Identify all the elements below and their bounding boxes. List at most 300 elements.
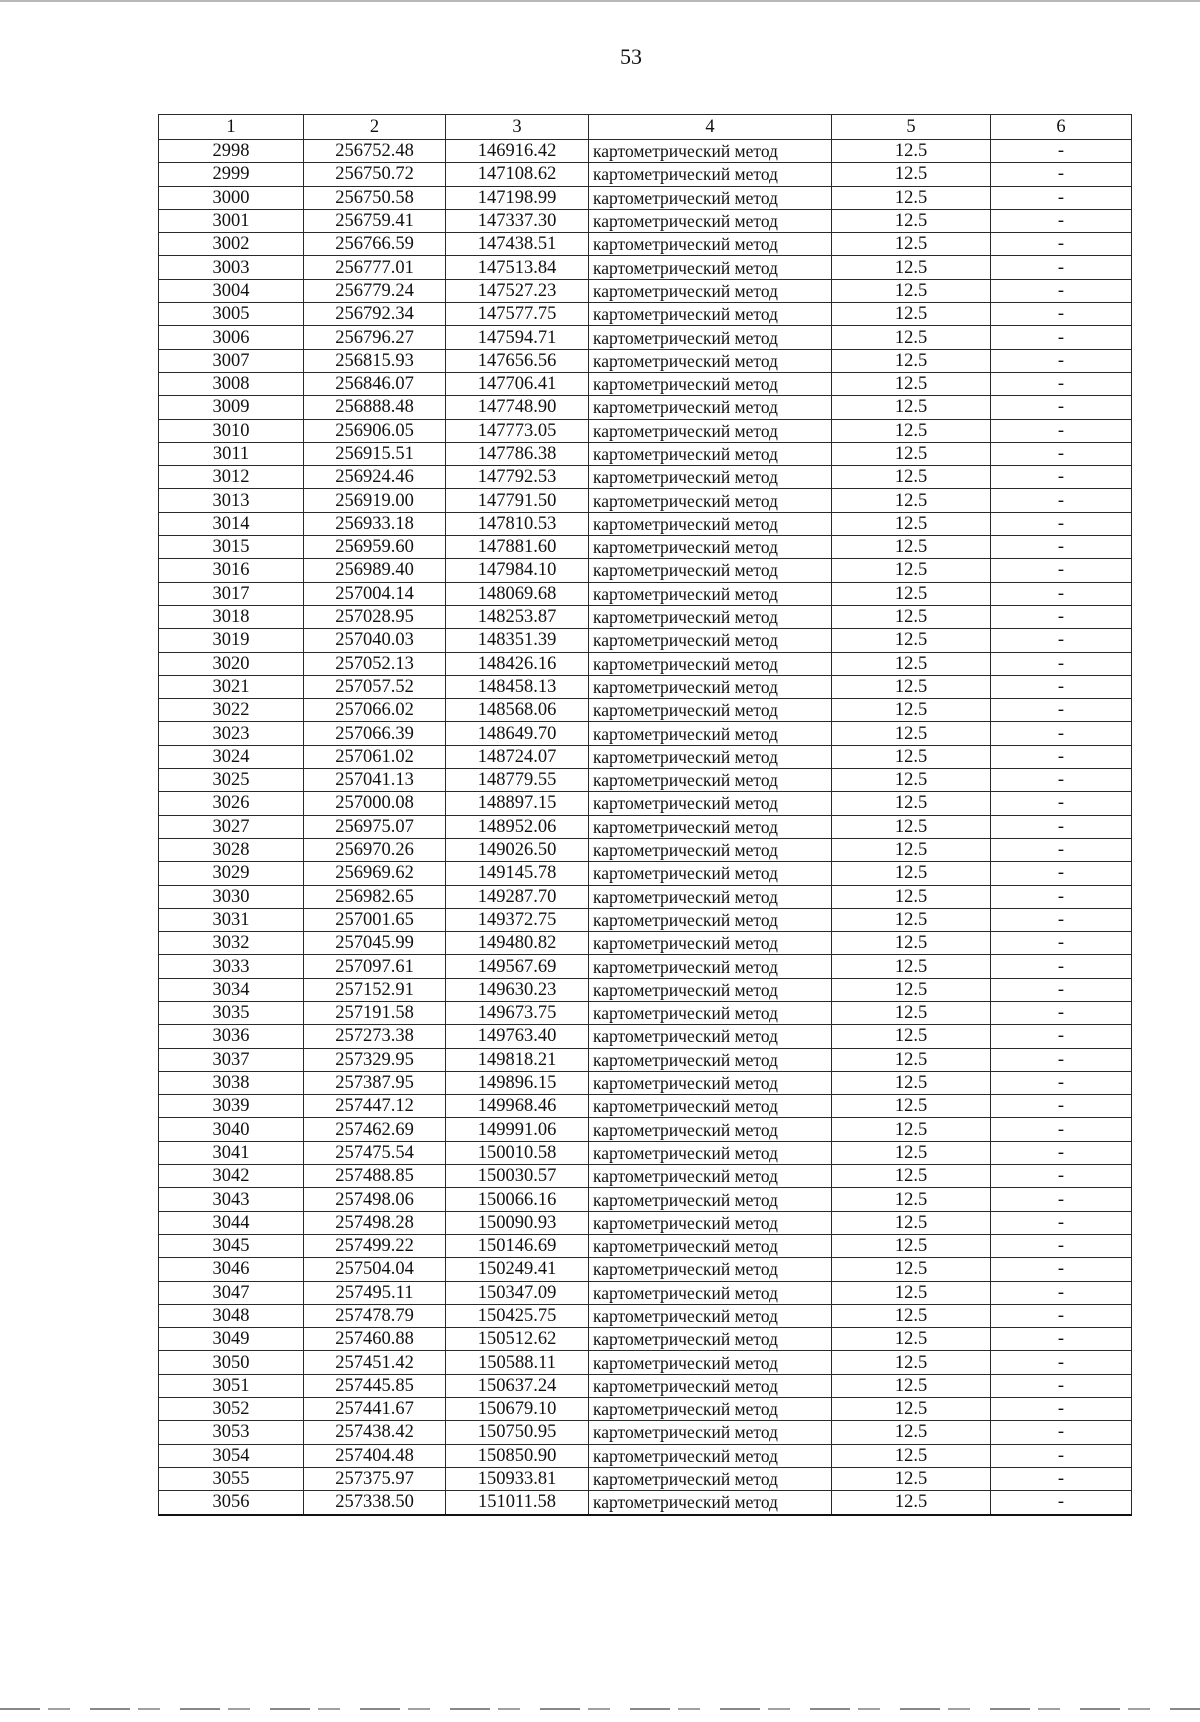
note-cell: - [991,140,1132,163]
y-coordinate-cell: 149145.78 [446,862,589,885]
note-cell: - [991,1048,1132,1071]
table-row [159,605,1132,628]
accuracy-cell: 12.5 [832,1234,991,1257]
accuracy-cell: 12.5 [832,1165,991,1188]
method-cell: картометрический метод [589,326,832,349]
page-number: 53 [620,44,642,69]
note-cell: - [991,1025,1132,1048]
note-cell: - [991,1398,1132,1421]
table-row [159,582,1132,605]
point-number-cell: 3053 [159,1421,304,1444]
note-cell: - [991,466,1132,489]
y-coordinate-cell: 148952.06 [446,815,589,838]
point-number-cell: 3003 [159,256,304,279]
table-row [159,1141,1132,1164]
point-number-cell: 3008 [159,372,304,395]
note-cell: - [991,1467,1132,1490]
method-cell: картометрический метод [589,536,832,559]
table-row [159,908,1132,931]
x-coordinate-cell: 256906.05 [304,419,446,442]
note-cell: - [991,1001,1132,1024]
table-row [159,349,1132,372]
table-row [159,1095,1132,1118]
y-coordinate-cell: 147881.60 [446,536,589,559]
y-coordinate-cell: 150146.69 [446,1234,589,1257]
table-row [159,442,1132,465]
accuracy-cell: 12.5 [832,745,991,768]
table-row [159,466,1132,489]
y-coordinate-cell: 148897.15 [446,792,589,815]
coordinates-table [158,114,1132,1516]
method-cell: картометрический метод [589,1071,832,1094]
y-coordinate-cell: 148253.87 [446,605,589,628]
method-cell: картометрический метод [589,1421,832,1444]
y-coordinate-cell: 150249.41 [446,1258,589,1281]
accuracy-cell: 12.5 [832,512,991,535]
note-cell: - [991,699,1132,722]
note-cell: - [991,233,1132,256]
point-number-cell: 3045 [159,1234,304,1257]
method-cell: картометрический метод [589,978,832,1001]
note-cell: - [991,1491,1132,1515]
note-cell: - [991,1188,1132,1211]
note-cell: - [991,1258,1132,1281]
table-row [159,372,1132,395]
table-row [159,792,1132,815]
accuracy-cell: 12.5 [832,1095,991,1118]
y-coordinate-cell: 148649.70 [446,722,589,745]
y-coordinate-cell: 149567.69 [446,955,589,978]
y-coordinate-cell: 148458.13 [446,675,589,698]
point-number-cell: 3025 [159,769,304,792]
accuracy-cell: 12.5 [832,1444,991,1467]
note-cell: - [991,1374,1132,1397]
table-row [159,769,1132,792]
accuracy-cell: 12.5 [832,233,991,256]
x-coordinate-cell: 257004.14 [304,582,446,605]
point-number-cell: 3044 [159,1211,304,1234]
accuracy-cell: 12.5 [832,209,991,232]
table-row [159,1328,1132,1351]
accuracy-cell: 12.5 [832,1258,991,1281]
method-cell: картометрический метод [589,1328,832,1351]
note-cell: - [991,1421,1132,1444]
accuracy-cell: 12.5 [832,1025,991,1048]
table-row [159,1025,1132,1048]
accuracy-cell: 12.5 [832,349,991,372]
x-coordinate-cell: 256766.59 [304,233,446,256]
table-row [159,932,1132,955]
table-row [159,209,1132,232]
method-cell: картометрический метод [589,1001,832,1024]
accuracy-cell: 12.5 [832,629,991,652]
table-row [159,186,1132,209]
note-cell: - [991,815,1132,838]
y-coordinate-cell: 147594.71 [446,326,589,349]
point-number-cell: 3018 [159,605,304,628]
point-number-cell: 3030 [159,885,304,908]
table-row [159,1304,1132,1327]
accuracy-cell: 12.5 [832,1421,991,1444]
accuracy-cell: 12.5 [832,163,991,186]
x-coordinate-cell: 257001.65 [304,908,446,931]
note-cell: - [991,559,1132,582]
point-number-cell: 3014 [159,512,304,535]
accuracy-cell: 12.5 [832,908,991,931]
accuracy-cell: 12.5 [832,419,991,442]
y-coordinate-cell: 150425.75 [446,1304,589,1327]
accuracy-cell: 12.5 [832,605,991,628]
y-coordinate-cell: 147198.99 [446,186,589,209]
method-cell: картометрический метод [589,1048,832,1071]
note-cell: - [991,908,1132,931]
accuracy-cell: 12.5 [832,1304,991,1327]
x-coordinate-cell: 256915.51 [304,442,446,465]
x-coordinate-cell: 256919.00 [304,489,446,512]
point-number-cell: 3052 [159,1398,304,1421]
point-number-cell: 2998 [159,140,304,163]
point-number-cell: 3021 [159,675,304,698]
x-coordinate-cell: 257504.04 [304,1258,446,1281]
accuracy-cell: 12.5 [832,442,991,465]
method-cell: картометрический метод [589,396,832,419]
y-coordinate-cell: 150750.95 [446,1421,589,1444]
accuracy-cell: 12.5 [832,1374,991,1397]
note-cell: - [991,582,1132,605]
x-coordinate-cell: 257498.28 [304,1211,446,1234]
x-coordinate-cell: 256779.24 [304,279,446,302]
method-cell: картометрический метод [589,1467,832,1490]
note-cell: - [991,1118,1132,1141]
y-coordinate-cell: 147337.30 [446,209,589,232]
note-cell: - [991,1281,1132,1304]
point-number-cell: 3042 [159,1165,304,1188]
method-cell: картометрический метод [589,186,832,209]
note-cell: - [991,419,1132,442]
table-row [159,675,1132,698]
method-cell: картометрический метод [589,955,832,978]
method-cell: картометрический метод [589,442,832,465]
accuracy-cell: 12.5 [832,279,991,302]
note-cell: - [991,279,1132,302]
table-body [159,140,1132,1515]
accuracy-cell: 12.5 [832,303,991,326]
point-number-cell: 3009 [159,396,304,419]
note-cell: - [991,489,1132,512]
x-coordinate-cell: 256969.62 [304,862,446,885]
note-cell: - [991,372,1132,395]
method-cell: картометрический метод [589,163,832,186]
x-coordinate-cell: 257441.67 [304,1398,446,1421]
point-number-cell: 3015 [159,536,304,559]
method-cell: картометрический метод [589,769,832,792]
y-coordinate-cell: 146916.42 [446,140,589,163]
point-number-cell: 3040 [159,1118,304,1141]
table-row [159,256,1132,279]
point-number-cell: 3035 [159,1001,304,1024]
table-row [159,815,1132,838]
y-coordinate-cell: 147438.51 [446,233,589,256]
y-coordinate-cell: 147791.50 [446,489,589,512]
note-cell: - [991,1304,1132,1327]
note-cell: - [991,536,1132,559]
x-coordinate-cell: 257338.50 [304,1491,446,1515]
note-cell: - [991,862,1132,885]
note-cell: - [991,955,1132,978]
y-coordinate-cell: 149896.15 [446,1071,589,1094]
y-coordinate-cell: 149630.23 [446,978,589,1001]
x-coordinate-cell: 256888.48 [304,396,446,419]
y-coordinate-cell: 150010.58 [446,1141,589,1164]
accuracy-cell: 12.5 [832,1118,991,1141]
header-row [159,115,1132,140]
y-coordinate-cell: 148724.07 [446,745,589,768]
y-coordinate-cell: 148779.55 [446,769,589,792]
point-number-cell: 3020 [159,652,304,675]
table-row [159,512,1132,535]
point-number-cell: 3041 [159,1141,304,1164]
point-number-cell: 3051 [159,1374,304,1397]
y-coordinate-cell: 147513.84 [446,256,589,279]
table-row [159,1351,1132,1374]
column-header-5: 5 [832,115,991,140]
note-cell: - [991,885,1132,908]
method-cell: картометрический метод [589,862,832,885]
y-coordinate-cell: 148568.06 [446,699,589,722]
accuracy-cell: 12.5 [832,1491,991,1515]
point-number-cell: 3054 [159,1444,304,1467]
method-cell: картометрический метод [589,815,832,838]
accuracy-cell: 12.5 [832,1328,991,1351]
note-cell: - [991,1071,1132,1094]
table-row [159,396,1132,419]
note-cell: - [991,303,1132,326]
point-number-cell: 3046 [159,1258,304,1281]
table-row [159,1118,1132,1141]
point-number-cell: 3038 [159,1071,304,1094]
table-row [159,978,1132,1001]
point-number-cell: 3024 [159,745,304,768]
point-number-cell: 3013 [159,489,304,512]
note-cell: - [991,629,1132,652]
table-row [159,722,1132,745]
accuracy-cell: 12.5 [832,1001,991,1024]
note-cell: - [991,978,1132,1001]
point-number-cell: 3055 [159,1467,304,1490]
table-row [159,303,1132,326]
x-coordinate-cell: 256924.46 [304,466,446,489]
method-cell: картометрический метод [589,1258,832,1281]
table-row [159,1281,1132,1304]
point-number-cell: 3012 [159,466,304,489]
y-coordinate-cell: 150637.24 [446,1374,589,1397]
method-cell: картометрический метод [589,722,832,745]
accuracy-cell: 12.5 [832,582,991,605]
x-coordinate-cell: 257061.02 [304,745,446,768]
table-row [159,955,1132,978]
y-coordinate-cell: 147108.62 [446,163,589,186]
note-cell: - [991,186,1132,209]
point-number-cell: 3000 [159,186,304,209]
x-coordinate-cell: 257404.48 [304,1444,446,1467]
accuracy-cell: 12.5 [832,1281,991,1304]
method-cell: картометрический метод [589,1491,832,1515]
accuracy-cell: 12.5 [832,885,991,908]
point-number-cell: 3007 [159,349,304,372]
x-coordinate-cell: 257447.12 [304,1095,446,1118]
accuracy-cell: 12.5 [832,675,991,698]
point-number-cell: 3056 [159,1491,304,1515]
table-row [159,1048,1132,1071]
y-coordinate-cell: 149480.82 [446,932,589,955]
y-coordinate-cell: 149818.21 [446,1048,589,1071]
table-row [159,1071,1132,1094]
accuracy-cell: 12.5 [832,932,991,955]
accuracy-cell: 12.5 [832,372,991,395]
accuracy-cell: 12.5 [832,862,991,885]
table-row [159,163,1132,186]
accuracy-cell: 12.5 [832,1351,991,1374]
x-coordinate-cell: 257052.13 [304,652,446,675]
accuracy-cell: 12.5 [832,722,991,745]
note-cell: - [991,1141,1132,1164]
x-coordinate-cell: 257045.99 [304,932,446,955]
x-coordinate-cell: 256777.01 [304,256,446,279]
table-row [159,1211,1132,1234]
method-cell: картометрический метод [589,1025,832,1048]
method-cell: картометрический метод [589,419,832,442]
note-cell: - [991,1351,1132,1374]
x-coordinate-cell: 256970.26 [304,838,446,861]
scan-bottom-edge [0,1708,1200,1710]
note-cell: - [991,745,1132,768]
note-cell: - [991,675,1132,698]
table-row [159,233,1132,256]
point-number-cell: 3017 [159,582,304,605]
table-row [159,536,1132,559]
table-header [159,115,1132,140]
note-cell: - [991,396,1132,419]
method-cell: картометрический метод [589,1118,832,1141]
table-row [159,1165,1132,1188]
point-number-cell: 3023 [159,722,304,745]
point-number-cell: 3032 [159,932,304,955]
note-cell: - [991,1444,1132,1467]
y-coordinate-cell: 149372.75 [446,908,589,931]
x-coordinate-cell: 257273.38 [304,1025,446,1048]
method-cell: картометрический метод [589,140,832,163]
y-coordinate-cell: 150347.09 [446,1281,589,1304]
table-row [159,1444,1132,1467]
point-number-cell: 3011 [159,442,304,465]
x-coordinate-cell: 257040.03 [304,629,446,652]
note-cell: - [991,163,1132,186]
point-number-cell: 3049 [159,1328,304,1351]
y-coordinate-cell: 149763.40 [446,1025,589,1048]
method-cell: картометрический метод [589,279,832,302]
table-row [159,1491,1132,1515]
accuracy-cell: 12.5 [832,256,991,279]
accuracy-cell: 12.5 [832,396,991,419]
accuracy-cell: 12.5 [832,815,991,838]
accuracy-cell: 12.5 [832,536,991,559]
point-number-cell: 3022 [159,699,304,722]
table-row [159,629,1132,652]
x-coordinate-cell: 256750.58 [304,186,446,209]
method-cell: картометрический метод [589,838,832,861]
x-coordinate-cell: 257028.95 [304,605,446,628]
note-cell: - [991,769,1132,792]
x-coordinate-cell: 256982.65 [304,885,446,908]
note-cell: - [991,209,1132,232]
y-coordinate-cell: 150512.62 [446,1328,589,1351]
point-number-cell: 2999 [159,163,304,186]
method-cell: картометрический метод [589,256,832,279]
x-coordinate-cell: 257498.06 [304,1188,446,1211]
point-number-cell: 3019 [159,629,304,652]
note-cell: - [991,349,1132,372]
table-row [159,1001,1132,1024]
method-cell: картометрический метод [589,1304,832,1327]
point-number-cell: 3034 [159,978,304,1001]
x-coordinate-cell: 257451.42 [304,1351,446,1374]
point-number-cell: 3002 [159,233,304,256]
x-coordinate-cell: 257488.85 [304,1165,446,1188]
column-header-4: 4 [589,115,832,140]
point-number-cell: 3036 [159,1025,304,1048]
table-row [159,1374,1132,1397]
method-cell: картометрический метод [589,512,832,535]
y-coordinate-cell: 150030.57 [446,1165,589,1188]
note-cell: - [991,1095,1132,1118]
y-coordinate-cell: 147786.38 [446,442,589,465]
x-coordinate-cell: 257462.69 [304,1118,446,1141]
x-coordinate-cell: 257495.11 [304,1281,446,1304]
method-cell: картометрический метод [589,745,832,768]
table-row [159,862,1132,885]
y-coordinate-cell: 147706.41 [446,372,589,395]
y-coordinate-cell: 147577.75 [446,303,589,326]
x-coordinate-cell: 257191.58 [304,1001,446,1024]
point-number-cell: 3016 [159,559,304,582]
table-row [159,1258,1132,1281]
y-coordinate-cell: 150850.90 [446,1444,589,1467]
x-coordinate-cell: 257475.54 [304,1141,446,1164]
table-row [159,140,1132,163]
table-row [159,1188,1132,1211]
point-number-cell: 3027 [159,815,304,838]
y-coordinate-cell: 149991.06 [446,1118,589,1141]
method-cell: картометрический метод [589,908,832,931]
method-cell: картометрический метод [589,1234,832,1257]
note-cell: - [991,792,1132,815]
note-cell: - [991,1234,1132,1257]
method-cell: картометрический метод [589,932,832,955]
table-row [159,326,1132,349]
scan-top-edge [0,0,1200,2]
y-coordinate-cell: 149968.46 [446,1095,589,1118]
x-coordinate-cell: 257478.79 [304,1304,446,1327]
point-number-cell: 3037 [159,1048,304,1071]
y-coordinate-cell: 149673.75 [446,1001,589,1024]
accuracy-cell: 12.5 [832,466,991,489]
method-cell: картометрический метод [589,1141,832,1164]
table-row [159,699,1132,722]
accuracy-cell: 12.5 [832,838,991,861]
y-coordinate-cell: 151011.58 [446,1491,589,1515]
method-cell: картометрический метод [589,699,832,722]
method-cell: картометрический метод [589,303,832,326]
